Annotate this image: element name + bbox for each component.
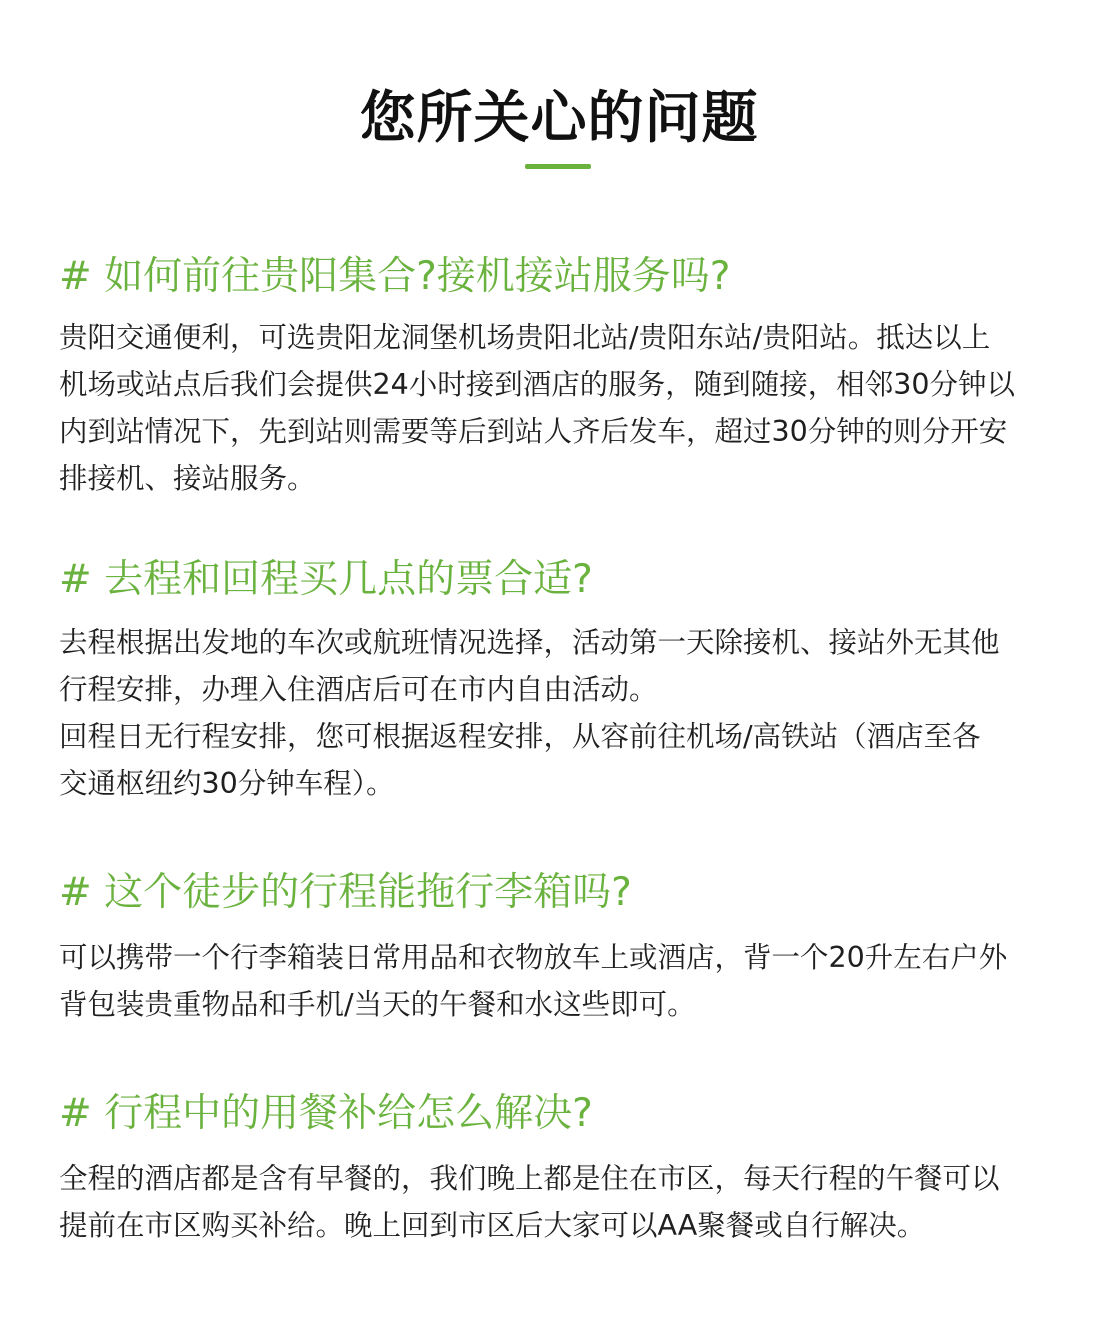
faq-answer	[59, 934, 1069, 1028]
faq-answer	[59, 619, 1069, 807]
faq-item-ticket-times	[59, 555, 1069, 807]
faq-answer-line: 背包装贵重物品和手机/当天的午餐和水这些即可。	[59, 988, 696, 1021]
faq-item-airport-pickup	[59, 252, 1069, 502]
faq-answer-line: 机场或站点后我们会提供24小时接到酒店的服务，随到随接，相邻30分钟以	[59, 368, 1016, 401]
title-underline	[525, 164, 591, 169]
faq-question: # 如何前往贵阳集合?接机接站服务吗?	[59, 254, 731, 299]
faq-item-meals	[59, 1089, 1069, 1249]
faq-answer-line: 去程根据出发地的车次或航班情况选择，活动第一天除接机、接站外无其他	[59, 626, 1000, 659]
faq-answer-line: 行程安排，办理入住酒店后可在市内自由活动。	[59, 673, 658, 706]
faq-answer-line: 可以携带一个行李箱装日常用品和衣物放车上或酒店，背一个20升左右户外	[59, 941, 1008, 974]
faq-answer-line: 回程日无行程安排，您可根据返程安排，从容前往机场/高铁站（酒店至各	[59, 720, 981, 753]
faq-answer-line: 排接机、接站服务。	[59, 462, 316, 495]
faq-answer	[59, 314, 1069, 502]
faq-answer-line: 全程的酒店都是含有早餐的，我们晚上都是住在市区，每天行程的午餐可以	[59, 1162, 1000, 1195]
faq-item-luggage	[59, 868, 1069, 1028]
faq-answer-line: 交通枢纽约30分钟车程）。	[59, 767, 395, 800]
page-title: 您所关心的问题	[359, 86, 759, 151]
faq-question: # 这个徒步的行程能拖行李箱吗?	[59, 870, 632, 915]
faq-answer-line: 贵阳交通便利，可选贵阳龙洞堡机场贵阳北站/贵阳东站/贵阳站。抵达以上	[59, 321, 991, 354]
faq-question: # 去程和回程买几点的票合适?	[59, 557, 593, 602]
faq-question: # 行程中的用餐补给怎么解决?	[59, 1091, 593, 1136]
title-section	[0, 82, 1118, 156]
faq-answer-line: 提前在市区购买补给。晚上回到市区后大家可以AA聚餐或自行解决。	[59, 1209, 926, 1242]
faq-answer	[59, 1155, 1069, 1249]
faq-answer-line: 内到站情况下，先到站则需要等后到站人齐后发车，超过30分钟的则分开安	[59, 415, 1008, 448]
